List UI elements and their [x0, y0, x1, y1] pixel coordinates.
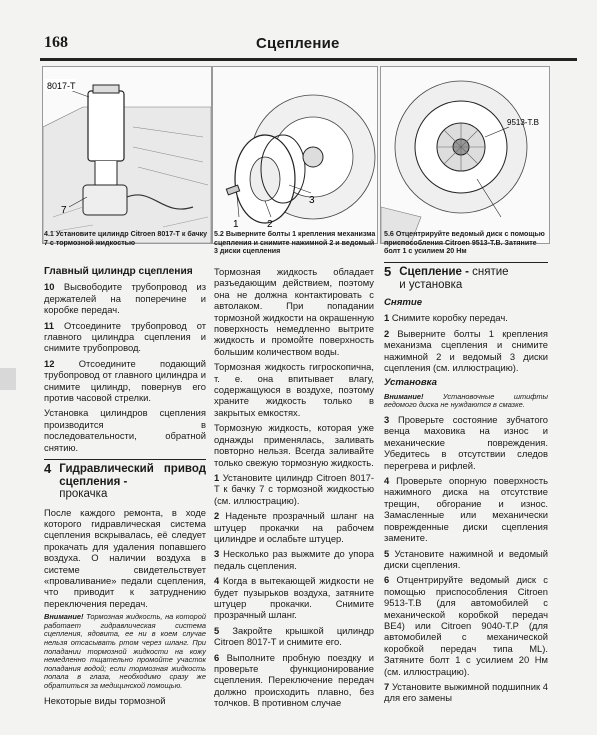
warning-note [44, 613, 206, 690]
step-item [384, 328, 548, 374]
edge-mark [0, 368, 16, 390]
subtitle-master-cylinder: Главный цилиндр сцепления [44, 266, 193, 277]
figure-clutch-removal [212, 66, 378, 244]
callout-3: 3 [309, 195, 315, 206]
paragraph: Тормозную жидкость, которая уже однажды применялась, заливать повторно нельзя. Всегда заливайте только свежую тормозную жидкость. [214, 422, 374, 468]
intro-paragraph: После каждого ремонта, в ходе которого гидравлическая система сцепления вскрывалась, её следует прокачать для удаления попавшего воздуха. О наличии воздуха в системе свидетельствует «проваливание» педали сцепления, что приводит к затруднению переключения передач. [44, 506, 206, 609]
step-text: Установите выжимной подшипник 4 для его замены [384, 680, 548, 704]
warning-text: Тормозная жидкость, на которой работает гидравлическая система сцепления, ядовита, ее ни в коем случае нельзя отсасывать ртом через шланг. При попадании тормозной жидкости на кожу немедленно тщательно промойте участок попадания водой; если тормозная жидкость попала в глаза, необходимо сразу же обратиться за медицинской помощью. [44, 612, 207, 690]
column-3 [384, 262, 548, 708]
column-1 [44, 266, 206, 710]
install-note: Установка цилиндров сцепления производится в последовательности, обратной снятию. [44, 407, 206, 453]
callout-1: 1 [233, 219, 239, 230]
warning-label: Внимание! [44, 612, 84, 622]
illustration-clutch-assembly [213, 67, 377, 243]
step-text: Проверьте состояние зубчатого венца маховика на износ и механические повреждения. Убедитесь в отсутствии следов перегрева и рифлей. [384, 414, 548, 471]
step-number: 11 [44, 319, 54, 331]
step-number: 5 [384, 547, 390, 559]
step-text: Установите цилиндр Citroen 8017-T к бачку 7 с тормозной жидкостью (см. иллюстрацию). [214, 471, 374, 506]
warning-label: Внимание! [384, 391, 424, 401]
section-title-rest: прокачка [59, 488, 108, 501]
warning-text: Установочные штифты ведомого диска не нуждаются в смазке. [384, 391, 548, 410]
step-item [384, 548, 548, 571]
section-number: 5 [384, 264, 392, 279]
header-rule [40, 58, 577, 61]
install-heading: Установка [384, 377, 437, 389]
step-text: Отсоедините трубопровод от главного цилиндра сцепления и снимите трубопровод. [44, 319, 206, 354]
step-number: 2 [384, 327, 390, 339]
figure-caption: 4.1 Установите цилиндр Citroen 8017-T к бачку 7 с тормозной жидкостью [44, 230, 208, 247]
figure-clutch-bleed-cylinder [42, 66, 212, 244]
section-heading [384, 262, 548, 291]
step-number: 3 [214, 548, 220, 560]
step-item [384, 681, 548, 704]
illustration-master-cylinder [43, 67, 211, 243]
figure-caption: 5.6 Отцентрируйте ведомый диск с помощью приспособления Citroen 9513-Т.В. Затяните болт 1 с усилием 20 Нм [384, 230, 545, 256]
chapter-title: Сцепление [256, 35, 340, 52]
paragraph: Тормозная жидкость гигроскопична, т. е. она впитывает влагу, содержащуюся в воздухе, поэтому храните жидкость только в закрытых емкостях. [214, 361, 374, 418]
step-number: 1 [214, 471, 220, 483]
step-number: 6 [384, 574, 390, 586]
figure-label: 9513-T.B [507, 118, 540, 127]
step-item [214, 652, 374, 709]
removal-heading: Снятие [384, 297, 423, 308]
step-text: Проверьте опорную поверхность нажимного диска на отсутствие трещин, обгорание и износ. Замасленные или механически поврежденные диски сцепления замените. [384, 475, 548, 544]
step-text: Выполните пробную поездку и проверьте функционирование сцепления. Переключение передач должно происходить плавно, без толчков. В противном случае [214, 651, 374, 709]
step-text: Высвободите трубопровод из держателей на поперечине и коробке передач. [44, 281, 207, 316]
section-title: Гидравлический привод сцепления - прокачка [59, 463, 206, 501]
step-item [214, 625, 374, 648]
callout-7: 7 [61, 205, 67, 216]
step-item [44, 281, 206, 315]
figure-caption: 5.2 Выверните болты 1 крепления механизма сцепления и снимите нажимной 2 и ведомый 3 диски сцепления [214, 230, 376, 256]
section-heading [44, 459, 206, 501]
step-item [384, 414, 548, 471]
step-number: 12 [44, 357, 55, 369]
step-text: Отцентрируйте ведомый диск с помощью приспособления Citroen 9513-T.B (для автомобилей с механической коробкой передач BE4) или Citroen 9040-T.P (для автомобилей с механической коробкой передач типа ML). Затяните болт 1 с усилием 20 Нм (см. иллюстрацию). [384, 574, 548, 677]
illustration-centering-tool [381, 67, 549, 243]
step-text: Когда в вытекающей жидкости не будет пузырьков воздуха, затяните штуцер прокачки. Снимите прозрачный шланг. [214, 575, 375, 621]
section-title-rest: снятие [468, 266, 509, 278]
section-number: 4 [44, 461, 52, 477]
step-text: Отсоедините подающий трубопровод от главного цилиндра и снимите цилиндр, повернув его против часовой стрелки. [44, 357, 206, 404]
step-item [384, 312, 548, 323]
step-number: 7 [384, 680, 390, 692]
step-text: Установите нажимной и ведомый диски сцепления. [384, 547, 548, 570]
step-number: 10 [44, 281, 55, 293]
step-item [384, 475, 548, 543]
warning-note [384, 393, 548, 410]
step-number: 1 [384, 312, 390, 324]
step-number: 6 [214, 651, 220, 663]
step-item [214, 472, 374, 506]
figure-clutch-centering [380, 66, 550, 244]
figure-label: 8017-T [47, 81, 76, 91]
step-text: Наденьте прозрачный шланг на штуцер прокачки на рабочем цилиндре и ослабьте штуцер. [214, 510, 374, 544]
step-text: Закройте крышкой цилиндр Citroen 8017-T и снимите его. [214, 624, 374, 648]
paragraph: Тормозная жидкость обладает разъедающим действием, поэтому она не должна контактировать с автолаком. При попадании тормозной жидкости на окрашенную поверхность немедленно вытрите жидкость и промойте поверхность большим количеством воды. [214, 266, 374, 357]
page-number: 168 [44, 34, 68, 51]
step-number: 5 [214, 624, 220, 636]
step-text: Выверните болты 1 крепления механизма сцепления и снимите нажимной 2 и ведомый 3 диски сцепления (см. иллюстрацию). [384, 327, 548, 374]
step-text: Снимите коробку передач. [391, 312, 508, 324]
step-item [44, 320, 206, 354]
step-number: 2 [214, 510, 220, 522]
step-item [384, 574, 548, 677]
step-item [44, 358, 206, 404]
step-text: Несколько раз выжмите до упора педаль сцепления. [214, 548, 374, 571]
step-number: 3 [384, 414, 390, 426]
step-item [214, 575, 374, 621]
callout-2: 2 [267, 219, 273, 230]
step-number: 4 [214, 575, 220, 587]
step-item [214, 510, 374, 544]
paragraph-tail: Некоторые виды тормозной [44, 694, 166, 706]
section-title: Сцепление - снятие и установка [399, 266, 509, 291]
column-2 [214, 266, 374, 713]
step-item [214, 548, 374, 571]
step-number: 4 [384, 475, 390, 487]
